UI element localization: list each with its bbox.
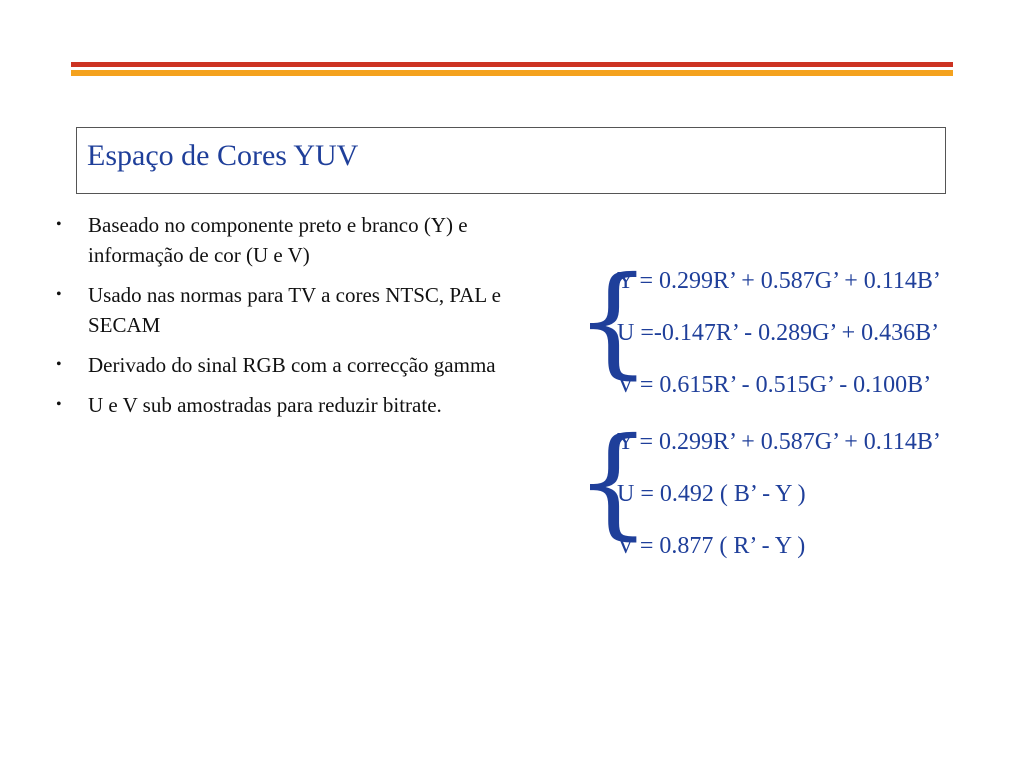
bullet-item bbox=[55, 280, 505, 340]
bullet-dot-icon: • bbox=[56, 216, 62, 233]
equation-lines bbox=[617, 255, 941, 411]
equation-group-color-difference bbox=[575, 413, 1015, 572]
equation-u: U =-0.147R’ - 0.289G’ + 0.436B’ bbox=[617, 320, 940, 346]
curly-brace-icon: { bbox=[575, 413, 652, 552]
bullet-item bbox=[55, 350, 505, 380]
equation-y: Y = 0.299R’ + 0.587G’ + 0.114B’ bbox=[617, 268, 941, 294]
bullet-text: Derivado do sinal RGB com a correcção gamma bbox=[88, 353, 496, 377]
bullet-dot-icon: • bbox=[56, 356, 62, 373]
equation-group-rgb-coefficients bbox=[575, 252, 1015, 411]
equation-u: U = 0.492 ( B’ - Y ) bbox=[617, 481, 806, 507]
title-box bbox=[76, 127, 946, 194]
equation-y: Y = 0.299R’ + 0.587G’ + 0.114B’ bbox=[617, 429, 941, 455]
equation-lines bbox=[617, 416, 941, 572]
bullet-text: Usado nas normas para TV a cores NTSC, PAL e SECAM bbox=[88, 283, 501, 337]
equation-v: V = 0.877 ( R’ - Y ) bbox=[617, 533, 806, 559]
bullet-dot-icon: • bbox=[56, 286, 62, 303]
bullet-dot-icon: • bbox=[56, 396, 62, 413]
bullet-text: U e V sub amostradas para reduzir bitrate. bbox=[88, 393, 442, 417]
header-rule-red bbox=[71, 62, 953, 67]
equation-v: V = 0.615R’ - 0.515G’ - 0.100B’ bbox=[617, 372, 932, 398]
header-rule-orange bbox=[71, 70, 953, 76]
bullet-list bbox=[55, 210, 505, 430]
bullet-item bbox=[55, 210, 505, 270]
slide-title: Espaço de Cores YUV bbox=[87, 139, 359, 172]
bullet-text: Baseado no componente preto e branco (Y) e informação de cor (U e V) bbox=[88, 213, 468, 267]
curly-brace-icon: { bbox=[575, 252, 652, 391]
bullet-item bbox=[55, 390, 505, 420]
